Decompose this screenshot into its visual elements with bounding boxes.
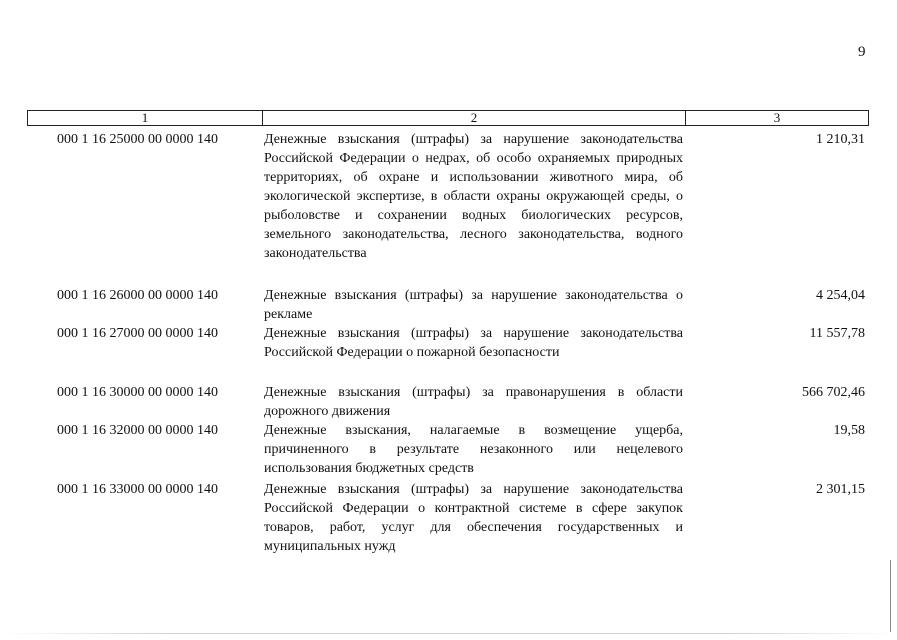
table-header-row <box>27 110 869 126</box>
income-description: Денежные взыскания (штрафы) за нарушение законодательства Российской Федерации о недрах, об особо охраняемых природных территориях, об охране и использовании животного мира, об экологической экспертизе, в области охраны окружающей среды, о рыболовстве и сохранении водных биологических ресурсов, земельного законодательства, лесного законодательства, водного законодательства <box>264 132 683 261</box>
income-description: Денежные взыскания (штрафы) за нарушение законодательства Российской Федерации о контрактной системе в сфере закупок товаров, работ, услуг для обеспечения государственных и муниципальных нужд <box>264 482 683 554</box>
budget-code: 000 1 16 25000 00 0000 140 <box>57 132 218 147</box>
income-description: Денежные взыскания (штрафы) за правонарушения в области дорожного движения <box>264 385 683 419</box>
budget-code: 000 1 16 32000 00 0000 140 <box>57 423 218 438</box>
scan-edge-shadow <box>890 560 891 632</box>
amount-value: 1 210,31 <box>816 132 865 147</box>
amount-value: 4 254,04 <box>816 288 865 303</box>
income-description: Денежные взыскания (штрафы) за нарушение законодательства о рекламе <box>264 288 683 322</box>
income-description: Денежные взыскания, налагаемые в возмещение ущерба, причиненного в результате незаконного или нецелевого использования бюджетных средств <box>264 423 683 476</box>
page-number: 9 <box>858 44 866 60</box>
column-header-3: 3 <box>773 110 781 125</box>
budget-code: 000 1 16 27000 00 0000 140 <box>57 326 218 341</box>
column-header-2: 2 <box>263 111 686 125</box>
amount-value: 2 301,15 <box>816 482 865 497</box>
amount-value: 566 702,46 <box>802 385 865 400</box>
budget-code: 000 1 16 33000 00 0000 140 <box>57 482 218 497</box>
budget-code: 000 1 16 30000 00 0000 140 <box>57 385 218 400</box>
budget-code: 000 1 16 26000 00 0000 140 <box>57 288 218 303</box>
amount-value: 19,58 <box>833 423 865 438</box>
column-header-1: 1 <box>28 111 263 125</box>
income-description: Денежные взыскания (штрафы) за нарушение законодательства Российской Федерации о пожарной безопасности <box>264 326 683 360</box>
scan-bottom-shadow <box>0 633 897 634</box>
amount-value: 11 557,78 <box>809 326 865 341</box>
